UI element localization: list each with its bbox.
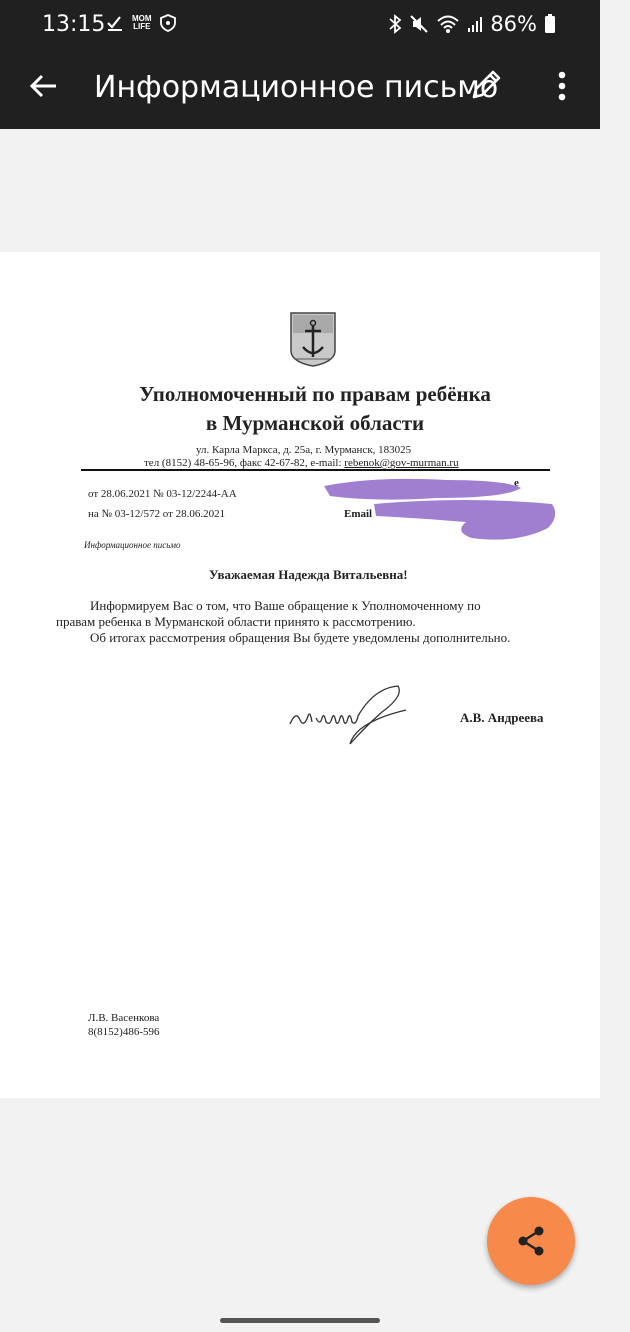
document-title: Информационное письмо — [94, 70, 499, 105]
back-arrow-icon[interactable] — [28, 70, 60, 102]
paragraph-1-line1: Информируем Вас о том, что Ваше обращение к Уполномоченному по — [90, 598, 481, 613]
executor-phone: 8(8152)486-596 — [88, 1026, 160, 1038]
share-icon — [515, 1225, 547, 1257]
recipient-name-tail: е — [514, 477, 519, 489]
document-type: Информационное письмо — [84, 540, 181, 550]
mute-icon — [409, 14, 429, 34]
contacts — [144, 457, 459, 469]
bluetooth-icon — [388, 14, 402, 34]
app-bar — [0, 50, 600, 129]
shield-icon — [160, 14, 176, 32]
signer-name: А.В. Андреева — [460, 710, 544, 725]
contacts-email-link[interactable]: rebenok@gov-murman.ru — [344, 457, 459, 469]
check-download-icon — [106, 14, 124, 32]
status-time: 13:15 — [42, 12, 106, 37]
mom-life-icon: MOM LIFE — [132, 14, 152, 31]
share-button[interactable] — [487, 1197, 575, 1285]
greeting: Уважаемая Надежда Витальевна! — [209, 567, 408, 582]
contacts-phones: тел (8152) 48-65-96, факс 42-67-82, e-mail: — [144, 457, 345, 469]
coat-of-arms-emblem — [289, 311, 337, 367]
incoming-reference: на № 03-12/572 от 28.06.2021 — [88, 508, 226, 520]
paragraph-2: Об итогах рассмотрения обращения Вы будете уведомлены дополнительно. — [90, 630, 511, 645]
status-bar — [0, 0, 600, 50]
more-options-icon[interactable] — [556, 70, 568, 102]
paragraph-1-line2: правам ребенка в Мурманской области принято к рассмотрению. — [56, 614, 416, 629]
battery-icon — [544, 14, 556, 34]
address: ул. Карла Маркса, д. 25а, г. Мурманск, 183025 — [196, 444, 412, 456]
signature-image — [286, 682, 410, 748]
gesture-navigation-bar[interactable] — [220, 1318, 380, 1323]
header-divider — [81, 469, 550, 471]
recipient-email-label: Email — [344, 508, 373, 520]
wifi-icon — [436, 14, 460, 34]
signal-icon — [467, 15, 483, 33]
executor-name: Л.В. Васенкова — [88, 1012, 160, 1024]
document-page[interactable] — [0, 252, 600, 1098]
battery-percent: 86% — [490, 12, 537, 36]
header-title-line2: в Мурманской области — [205, 411, 425, 435]
redaction-scribble — [316, 474, 558, 546]
header-title-line1: Уполномоченный по правам ребёнка — [139, 382, 491, 406]
edit-pencil-icon[interactable] — [469, 68, 503, 102]
outgoing-reference: от 28.06.2021 № 03-12/2244-АА — [88, 488, 237, 500]
